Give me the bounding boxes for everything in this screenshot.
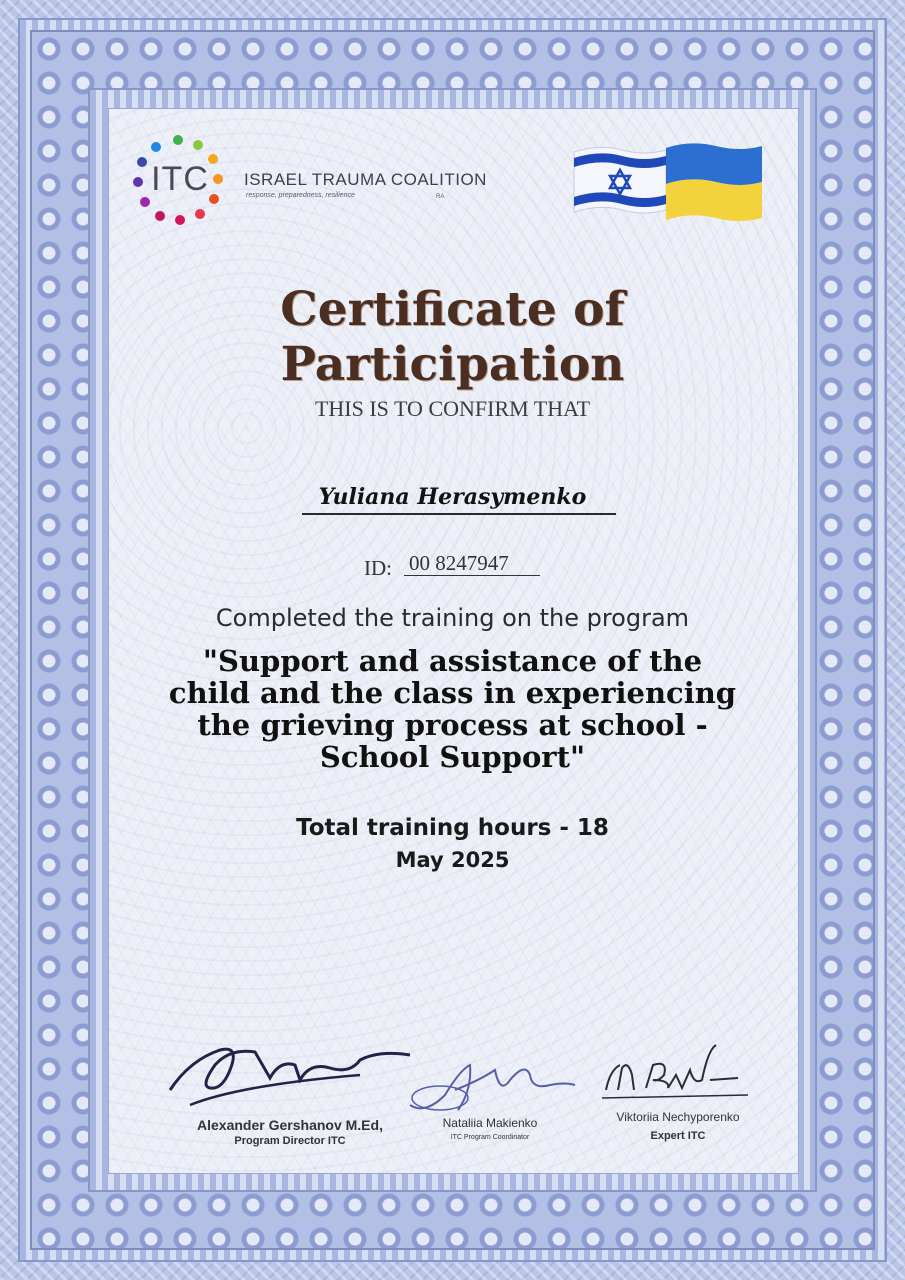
program-title (118, 645, 787, 773)
flags-graphic (570, 140, 770, 230)
organization-name: ISRAEL TRAUMA COALITION (244, 170, 487, 189)
itc-logo-text: ITC (151, 160, 209, 198)
certificate-date: May 2025 (395, 848, 510, 872)
id-value: 00 8247947 (409, 551, 509, 575)
program-line: child and the class in experiencing (168, 676, 737, 710)
signatory-3-name: Viktoriia Nechyporenko (616, 1110, 740, 1124)
certificate-title: Certificate of Participation (280, 282, 625, 392)
certificate-paper (108, 108, 799, 1174)
program-line: the grieving process at school - (197, 708, 708, 742)
program-line: "Support and assistance of the (202, 644, 703, 678)
signatory-3-role: Expert ITC (650, 1130, 706, 1142)
ukraine-flag-icon (666, 143, 762, 221)
program-line: School Support" (319, 740, 586, 774)
signatory-2-role: ITC Program Coordinator (450, 1134, 530, 1141)
israel-flag-icon (574, 147, 666, 213)
training-hours: Total training hours - 18 (296, 815, 609, 841)
signatory-1-role: Program Director ITC (234, 1135, 346, 1147)
organization-suffix: RA (436, 194, 445, 200)
recipient-underline (302, 513, 616, 515)
organization-tagline: response, preparedness, resilience (246, 192, 355, 199)
completed-text: Completed the training on the program (215, 604, 690, 632)
id-label: ID: (364, 556, 392, 580)
recipient-name: Yuliana Herasymenko (318, 484, 587, 510)
signature-makienko (400, 1050, 580, 1125)
confirm-text: THIS IS TO CONFIRM THAT (314, 396, 591, 421)
signatory-1-name: Alexander Gershanov M.Ed, (197, 1117, 383, 1133)
signature-nechyporenko (598, 1040, 758, 1105)
signature-gershanov (160, 1030, 420, 1120)
signatory-2-name: Nataliia Makienko (442, 1116, 538, 1130)
id-underline (404, 575, 540, 576)
